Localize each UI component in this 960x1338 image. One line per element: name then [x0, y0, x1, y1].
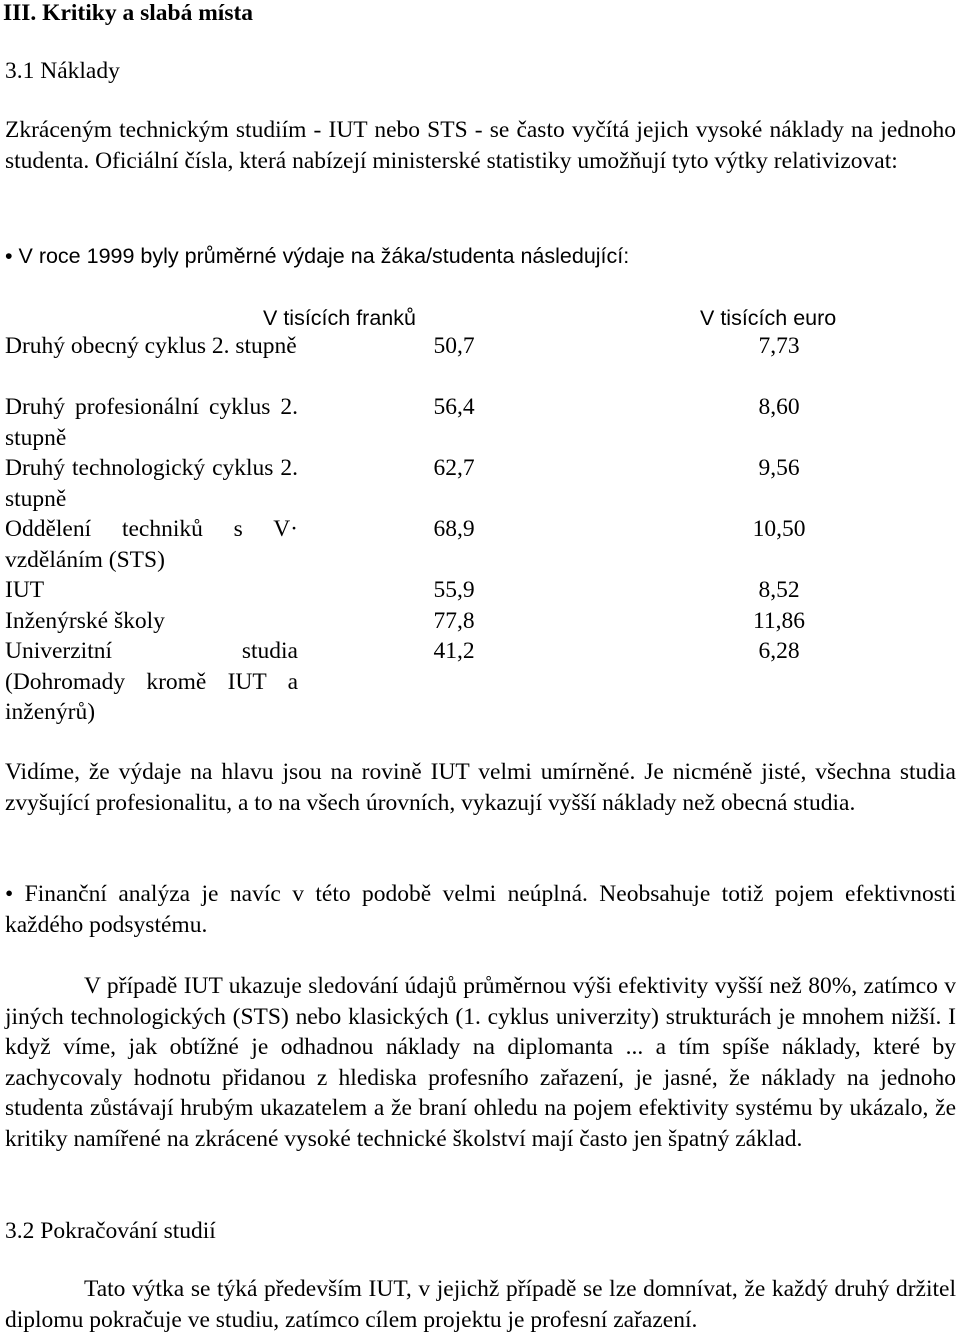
- paragraph-continuation: Tato výtka se týká především IUT, v jejichž případě se lze domnívat, že každý druhý držitel diplomu pokračuje ve studiu, zatímco cílem projektu je profesní zařazení.: [5, 1276, 956, 1333]
- row-label: Oddělení techniků s V· vzděláním (STS): [5, 516, 298, 573]
- section-heading-continuation: 3.2 Pokračování studií: [5, 1218, 216, 1244]
- row-label: Druhý technologický cyklus 2. stupně: [5, 455, 298, 512]
- value-euro: 6,28: [758, 638, 800, 664]
- column-header-euro: V tisících euro: [700, 306, 837, 330]
- value-francs: 68,9: [433, 516, 475, 542]
- value-euro: 11,86: [752, 608, 805, 634]
- row-label: Druhý obecný cyklus 2. stupně: [5, 333, 297, 359]
- value-euro: 10,50: [752, 516, 806, 542]
- paragraph-moderate-costs: Vidíme, že výdaje na hlavu jsou na rovině IUT velmi umírněné. Je nicméně jisté, všechna studia zvyšující profesionalitu, a to na všech úrovních, vykazují vyšší náklady než obecná studia.: [5, 759, 956, 816]
- row-label: Druhý profesionální cyklus 2. stupně: [5, 394, 298, 451]
- row-label: IUT: [5, 577, 45, 603]
- value-euro: 8,60: [758, 394, 800, 420]
- bullet-expenses: • V roce 1999 byly průměrné výdaje na žáka/studenta následující:: [5, 244, 630, 268]
- value-euro: 7,73: [758, 333, 800, 359]
- section-heading-costs: 3.1 Náklady: [5, 58, 120, 84]
- row-label: Inženýrské školy: [5, 608, 165, 634]
- intro-paragraph: Zkráceným technickým studiím - IUT nebo STS - se často vyčítá jejich vysoké náklady na jednoho studenta. Oficiální čísla, která nabízejí ministerské statistiky umožňují tyto výtky relativizovat:: [5, 117, 956, 174]
- column-header-francs: V tisících franků: [263, 306, 416, 330]
- value-euro: 9,56: [758, 455, 800, 481]
- value-francs: 50,7: [433, 333, 475, 359]
- value-francs: 55,9: [433, 577, 475, 603]
- value-francs: 41,2: [433, 638, 475, 664]
- value-francs: 77,8: [433, 608, 475, 634]
- value-euro: 8,52: [758, 577, 800, 603]
- chapter-heading: III. Kritiky a slabá místa: [3, 0, 254, 26]
- paragraph-efficiency: V případě IUT ukazuje sledování údajů průměrnou výši efektivity vyšší než 80%, zatímco v jiných technologických (STS) nebo klasických (1. cyklus univerzity) strukturách je mnohem nižší. I když víme, jak obtížné je odhadnou náklady na diplomanta ... a tím spíše náklady, které by zachycovaly hodnotu přidanou z hlediska profesního zařazení, je jasné, že náklady na jednoho studenta zůstávají hrubým ukazatelem a že braní ohledu na pojem efektivity systému by ukázalo, že kritiky namířené na zkrácené vysoké technické školství mají často jen špatný základ.: [5, 973, 956, 1152]
- value-francs: 56,4: [433, 394, 475, 420]
- row-label: Univerzitní studia (Dohromady kromě IUT a inženýrů): [5, 638, 298, 725]
- bullet-financial-analysis: • Finanční analýza je navíc v této podobě velmi neúplná. Neobsahuje totiž pojem efektivnosti každého podsystému.: [5, 881, 956, 938]
- value-francs: 62,7: [433, 455, 475, 481]
